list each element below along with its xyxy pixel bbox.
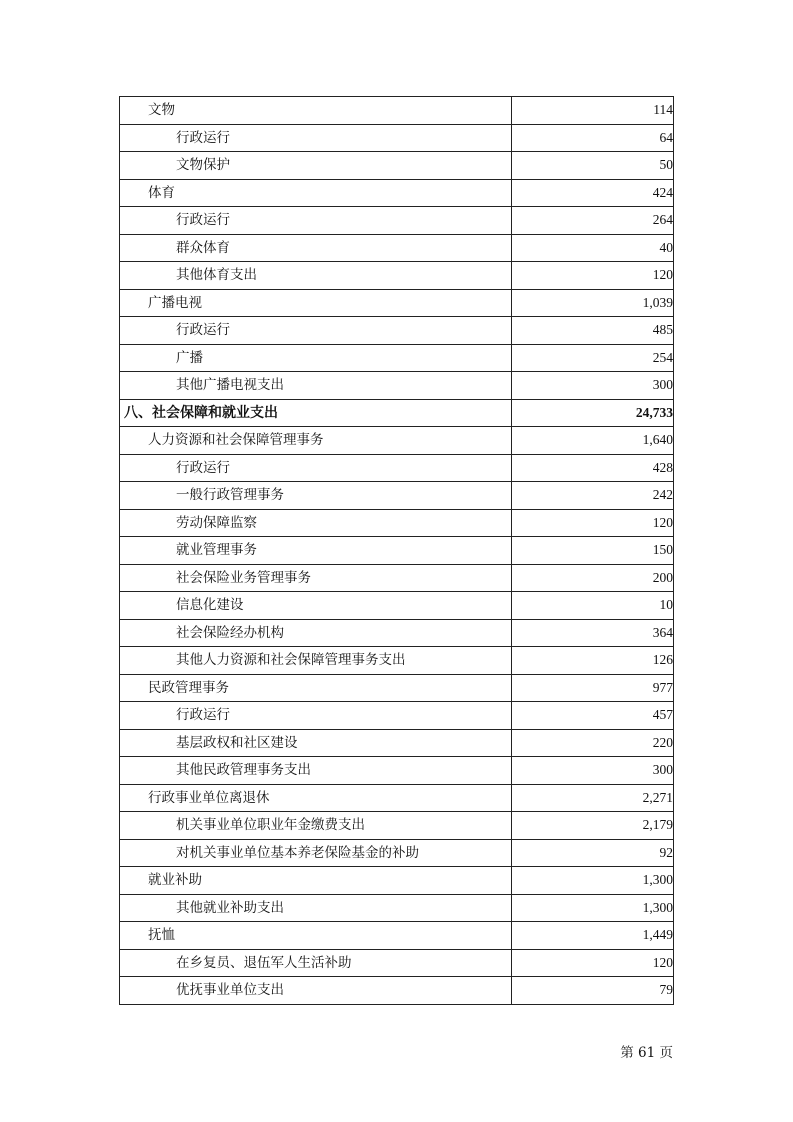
table-row: [120, 784, 674, 812]
row-item-amount: 79: [512, 977, 674, 1005]
table-row: [120, 207, 674, 235]
row-item-amount: 977: [512, 674, 674, 702]
table-row: [120, 427, 674, 455]
table-row: [120, 97, 674, 125]
row-item-name: 机关事业单位职业年金缴费支出: [120, 812, 512, 840]
row-item-amount: 1,640: [512, 427, 674, 455]
row-item-name: 其他就业补助支出: [120, 894, 512, 922]
row-item-name: 八、社会保障和就业支出: [120, 399, 512, 427]
table-row: [120, 372, 674, 400]
row-item-amount: 457: [512, 702, 674, 730]
table-row: [120, 482, 674, 510]
row-item-name: 其他人力资源和社会保障管理事务支出: [120, 647, 512, 675]
row-item-name: 一般行政管理事务: [120, 482, 512, 510]
row-item-name: 抚恤: [120, 922, 512, 950]
table-row: [120, 317, 674, 345]
row-item-name: 基层政权和社区建设: [120, 729, 512, 757]
row-item-amount: 120: [512, 262, 674, 290]
table-row: [120, 262, 674, 290]
row-item-name: 信息化建设: [120, 592, 512, 620]
table-row: [120, 729, 674, 757]
table-row: [120, 564, 674, 592]
row-item-name: 对机关事业单位基本养老保险基金的补助: [120, 839, 512, 867]
row-item-name: 社会保险经办机构: [120, 619, 512, 647]
table-row: [120, 454, 674, 482]
table-row: [120, 399, 674, 427]
row-item-amount: 424: [512, 179, 674, 207]
row-item-amount: 300: [512, 372, 674, 400]
row-item-name: 行政运行: [120, 317, 512, 345]
table-row: [120, 647, 674, 675]
table-row: [120, 234, 674, 262]
row-item-amount: 220: [512, 729, 674, 757]
table-row: [120, 289, 674, 317]
row-item-amount: 200: [512, 564, 674, 592]
table-row: [120, 894, 674, 922]
row-item-amount: 254: [512, 344, 674, 372]
table-row: [120, 757, 674, 785]
table-row: [120, 812, 674, 840]
row-item-amount: 300: [512, 757, 674, 785]
row-item-name: 文物: [120, 97, 512, 125]
row-item-name: 行政运行: [120, 702, 512, 730]
table-row: [120, 922, 674, 950]
table-row: [120, 867, 674, 895]
row-item-name: 其他体育支出: [120, 262, 512, 290]
row-item-amount: 428: [512, 454, 674, 482]
row-item-amount: 50: [512, 152, 674, 180]
table-row: [120, 124, 674, 152]
page-number: 第 61 页: [620, 1045, 673, 1061]
row-item-name: 广播电视: [120, 289, 512, 317]
row-item-name: 劳动保障监察: [120, 509, 512, 537]
row-item-amount: 92: [512, 839, 674, 867]
table-row: [120, 977, 674, 1005]
table-row: [120, 179, 674, 207]
row-item-amount: 1,039: [512, 289, 674, 317]
table-row: [120, 839, 674, 867]
table-row: [120, 949, 674, 977]
row-item-amount: 242: [512, 482, 674, 510]
row-item-name: 民政管理事务: [120, 674, 512, 702]
row-item-amount: 485: [512, 317, 674, 345]
row-item-amount: 150: [512, 537, 674, 565]
row-item-name: 人力资源和社会保障管理事务: [120, 427, 512, 455]
row-item-name: 群众体育: [120, 234, 512, 262]
row-item-amount: 264: [512, 207, 674, 235]
row-item-name: 其他民政管理事务支出: [120, 757, 512, 785]
row-item-name: 在乡复员、退伍军人生活补助: [120, 949, 512, 977]
row-item-amount: 1,300: [512, 894, 674, 922]
row-item-name: 优抚事业单位支出: [120, 977, 512, 1005]
row-item-name: 行政事业单位离退休: [120, 784, 512, 812]
row-item-name: 行政运行: [120, 454, 512, 482]
row-item-name: 文物保护: [120, 152, 512, 180]
table-row: [120, 674, 674, 702]
row-item-name: 行政运行: [120, 124, 512, 152]
table-row: [120, 592, 674, 620]
budget-table: [119, 96, 674, 1005]
row-item-amount: 114: [512, 97, 674, 125]
row-item-amount: 1,300: [512, 867, 674, 895]
row-item-amount: 10: [512, 592, 674, 620]
row-item-amount: 40: [512, 234, 674, 262]
row-item-amount: 120: [512, 509, 674, 537]
table-row: [120, 537, 674, 565]
row-item-amount: 64: [512, 124, 674, 152]
row-item-amount: 2,271: [512, 784, 674, 812]
row-item-name: 体育: [120, 179, 512, 207]
row-item-name: 社会保险业务管理事务: [120, 564, 512, 592]
table-row: [120, 702, 674, 730]
row-item-name: 就业管理事务: [120, 537, 512, 565]
row-item-amount: 120: [512, 949, 674, 977]
row-item-name: 其他广播电视支出: [120, 372, 512, 400]
table-row: [120, 619, 674, 647]
row-item-amount: 364: [512, 619, 674, 647]
row-item-name: 广播: [120, 344, 512, 372]
row-item-name: 就业补助: [120, 867, 512, 895]
budget-table-body: [120, 97, 674, 1005]
row-item-amount: 1,449: [512, 922, 674, 950]
row-item-amount: 2,179: [512, 812, 674, 840]
row-item-amount: 126: [512, 647, 674, 675]
table-row: [120, 344, 674, 372]
row-item-amount: 24,733: [512, 399, 674, 427]
table-row: [120, 152, 674, 180]
row-item-name: 行政运行: [120, 207, 512, 235]
table-row: [120, 509, 674, 537]
